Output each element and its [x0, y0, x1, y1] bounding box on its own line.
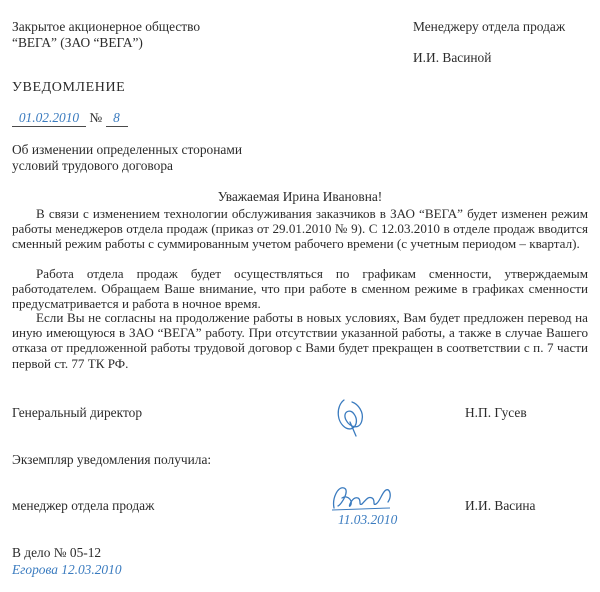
director-title: Генеральный директор — [12, 405, 143, 420]
recipient-title: менеджер отдела продаж — [12, 498, 155, 513]
document-date-number — [12, 110, 128, 127]
document-title: УВЕДОМЛЕНИЕ — [12, 80, 126, 95]
addressee-position: Менеджеру отдела продаж — [413, 19, 566, 34]
paragraph-2: Работа отдела продаж будет осуществляться по графикам сменности, утверждаемым работодателем. Обращаем Ваше внимание, что при работе в сменном режиме в графиках сменности предусматривается и работа в ночное время. — [12, 266, 588, 312]
recipient-name: И.И. Васина — [465, 498, 536, 513]
recipient-date: 11.03.2010 — [338, 512, 398, 527]
subject-line-1: Об изменении определенных сторонами — [12, 142, 243, 157]
archivist-note: Егорова 12.03.2010 — [12, 562, 122, 577]
recipient-signature — [328, 480, 398, 514]
document-number: 8 — [106, 110, 128, 127]
document-date: 01.02.2010 — [12, 110, 86, 127]
greeting: Уважаемая Ирина Ивановна! — [217, 189, 383, 204]
paragraph-3: Если Вы не согласны на продолжение работы в новых условиях, Вам будет предложен перевод на иную имеющуюся в ЗАО “ВЕГА” работу. При отсутствии указанной работы, а также в случае Вашего отказа от предложенной работы трудовой договор с Вами будет прекращен в соответствии с п. 7 части первой ст. 77 ТК РФ. — [12, 310, 588, 371]
paragraph-1: В связи с изменением технологии обслуживания заказчиков в ЗАО “ВЕГА” будет изменен режим работы менеджеров отдела продаж (приказ от 29.01.2010 № 9). С 12.03.2010 в отделе продаж вводится сменный режим работы с суммированным учетом рабочего времени (с учетным периодом – квартал). — [12, 206, 588, 252]
addressee-name: И.И. Васиной — [413, 50, 492, 65]
receipt-label: Экземпляр уведомления получила: — [12, 452, 212, 467]
director-signature — [330, 392, 380, 442]
number-sign: № — [89, 110, 103, 125]
director-name: Н.П. Гусев — [465, 405, 527, 420]
subject-line-2: условий трудового договора — [12, 158, 173, 173]
file-note: В дело № 05-12 — [12, 545, 102, 560]
organization-short-name: “ВЕГА” (ЗАО “ВЕГА”) — [12, 35, 143, 50]
organization-name: Закрытое акционерное общество — [12, 19, 201, 34]
